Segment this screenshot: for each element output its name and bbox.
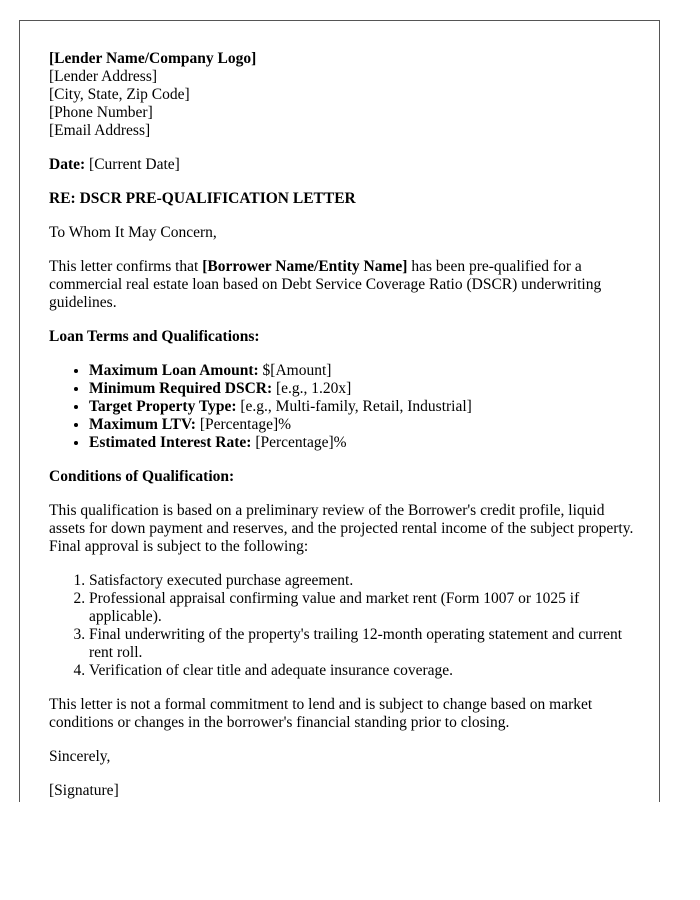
loan-term-label: Maximum LTV: [89, 416, 196, 433]
loan-term-item [89, 434, 639, 452]
loan-term-value: [Percentage]% [195, 416, 292, 433]
lender-city-state-zip: [City, State, Zip Code] [49, 86, 190, 103]
condition-item: 4. Verification of clear title and adequate insurance coverage. [89, 662, 639, 680]
letter-page [19, 20, 660, 802]
loan-term-item [89, 362, 639, 380]
intro-before: This letter confirms that [49, 258, 203, 275]
borrower-name: [Borrower Name/Entity Name] [202, 258, 408, 275]
closing: Sincerely, [49, 748, 111, 765]
disclaimer-paragraph: This letter is not a formal commitment to lend and is subject to change based on market conditions or changes in the borrower's financial standing prior to closing. [49, 696, 593, 731]
date-value: [Current Date] [85, 156, 180, 173]
loan-term-item [89, 398, 639, 416]
loan-term-label: Target Property Type: [89, 398, 237, 415]
letter-date [49, 156, 639, 174]
loan-term-value: [e.g., Multi-family, Retail, Industrial] [236, 398, 472, 415]
salutation: To Whom It May Concern, [49, 224, 217, 241]
loan-term-item [89, 380, 639, 398]
letter-subject: RE: DSCR PRE-QUALIFICATION LETTER [49, 190, 356, 207]
condition-item: 2. Professional appraisal confirming value and market rent (Form 1007 or 1025 if applicable). [89, 590, 639, 626]
lender-phone: [Phone Number] [49, 104, 153, 121]
loan-term-value: [Percentage]% [251, 434, 347, 451]
lender-name: [Lender Name/Company Logo] [49, 50, 257, 67]
loan-term-value: [e.g., 1.20x] [272, 380, 352, 397]
condition-item: 3. Final underwriting of the property's trailing 12-month operating statement and current rent roll. [89, 626, 639, 662]
loan-term-label: Estimated Interest Rate: [89, 434, 252, 451]
intro-paragraph [49, 258, 639, 312]
loan-term-label: Minimum Required DSCR: [89, 380, 273, 397]
letter-content [49, 50, 639, 800]
intro-after: has been pre-qualified for a commercial real estate loan based on Debt Service Coverage Ratio (DSCR) underwriting guidelines. [49, 258, 602, 311]
date-label: Date: [49, 156, 86, 173]
loan-term-value: $[Amount] [258, 362, 332, 379]
loan-terms-heading: Loan Terms and Qualifications: [49, 328, 260, 345]
loan-term-label: Maximum Loan Amount: [89, 362, 259, 379]
lender-header [49, 50, 639, 140]
signature-placeholder: [Signature] [49, 782, 119, 799]
lender-email: [Email Address] [49, 122, 151, 139]
loan-term-item [89, 416, 639, 434]
lender-address: [Lender Address] [49, 68, 158, 85]
conditions-list [49, 572, 639, 680]
loan-terms-list [49, 362, 639, 452]
conditions-heading: Conditions of Qualification: [49, 468, 235, 485]
condition-item: 1. Satisfactory executed purchase agreement. [89, 572, 639, 590]
conditions-intro: This qualification is based on a preliminary review of the Borrower's credit profile, liquid assets for down payment and reserves, and the projected rental income of the subject property. Final approval is subject to the following: [49, 502, 634, 555]
